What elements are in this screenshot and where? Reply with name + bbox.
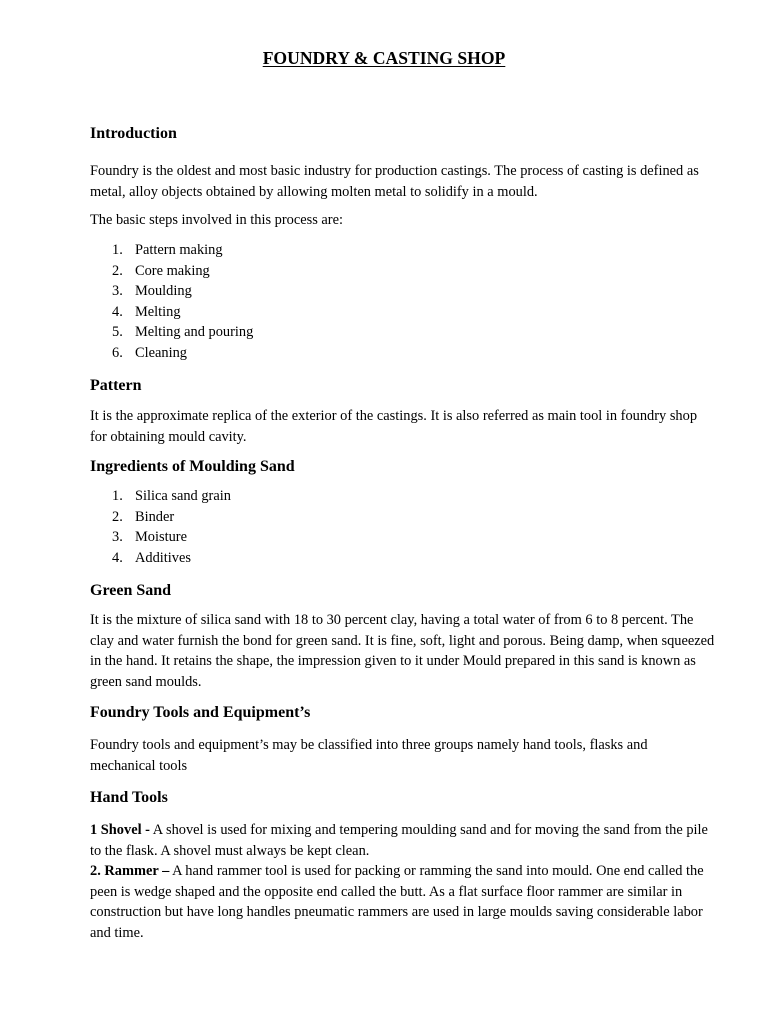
- pattern-paragraph: It is the approximate replica of the exterior of the castings. It is also referred as main tool in foundry shop for obtaining mould cavity.: [90, 408, 698, 445]
- shovel-text: A shovel is used for mixing and tempering moulding sand and for moving the sand from the pile to the flask. A shovel must always be kept clean.: [90, 822, 708, 859]
- list-item: 5. Melting and pouring: [112, 324, 254, 340]
- shovel-paragraph: [90, 820, 716, 861]
- shovel-label: 1 Shovel -: [90, 822, 150, 838]
- list-item: 2. Core making: [112, 262, 210, 279]
- list-item: 1. Pattern making: [112, 242, 223, 258]
- tools-paragraph: Foundry tools and equipment’s may be classified into three groups namely hand tools, flasks and mechanical tools: [90, 737, 648, 774]
- heading-introduction: Introduction: [90, 125, 177, 142]
- heading-pattern: Pattern: [90, 377, 142, 394]
- list-item: 6. Cleaning: [112, 344, 187, 361]
- ingredients-list: [90, 486, 716, 568]
- heading-tools: Foundry Tools and Equipment’s: [90, 704, 311, 721]
- introduction-paragraph: Foundry is the oldest and most basic industry for production castings. The process of casting is defined as metal, alloy objects obtained by allowing molten metal to solidify in a mould.: [90, 163, 699, 200]
- rammer-label: 2. Rammer –: [90, 863, 170, 879]
- steps-intro: The basic steps involved in this process are:: [90, 212, 343, 228]
- rammer-paragraph: [90, 861, 716, 943]
- heading-ingredients: Ingredients of Moulding Sand: [90, 458, 295, 475]
- heading-hand-tools: Hand Tools: [90, 789, 168, 806]
- steps-list: [90, 240, 716, 363]
- green-sand-paragraph: It is the mixture of silica sand with 18 to 30 percent clay, having a total water of from 6 to 8 percent. The clay and water furnish the bond for green sand. It is fine, soft, light and porous. Being damp, when squeezed in the hand. It retains the shape, the impression given to it under Mould prepared in this sand is known as green sand moulds.: [90, 612, 715, 690]
- list-item: 2. Binder: [112, 508, 175, 525]
- heading-green-sand: Green Sand: [90, 582, 172, 599]
- list-item: 4. Additives: [112, 549, 191, 566]
- list-item: 4. Melting: [112, 303, 181, 320]
- list-item: 1. Silica sand grain: [112, 488, 231, 504]
- page-title: FOUNDRY & CASTING SHOP: [262, 48, 506, 68]
- list-item: 3. Moisture: [112, 529, 187, 545]
- rammer-text: A hand rammer tool is used for packing or ramming the sand into mould. One end called the peen is wedge shaped and the opposite end called the butt. As a flat surface floor rammer are similar in construction but have long handles pneumatic rammers are used in large moulds saving considerable labor and time.: [90, 863, 704, 941]
- list-item: 3. Moulding: [112, 283, 192, 299]
